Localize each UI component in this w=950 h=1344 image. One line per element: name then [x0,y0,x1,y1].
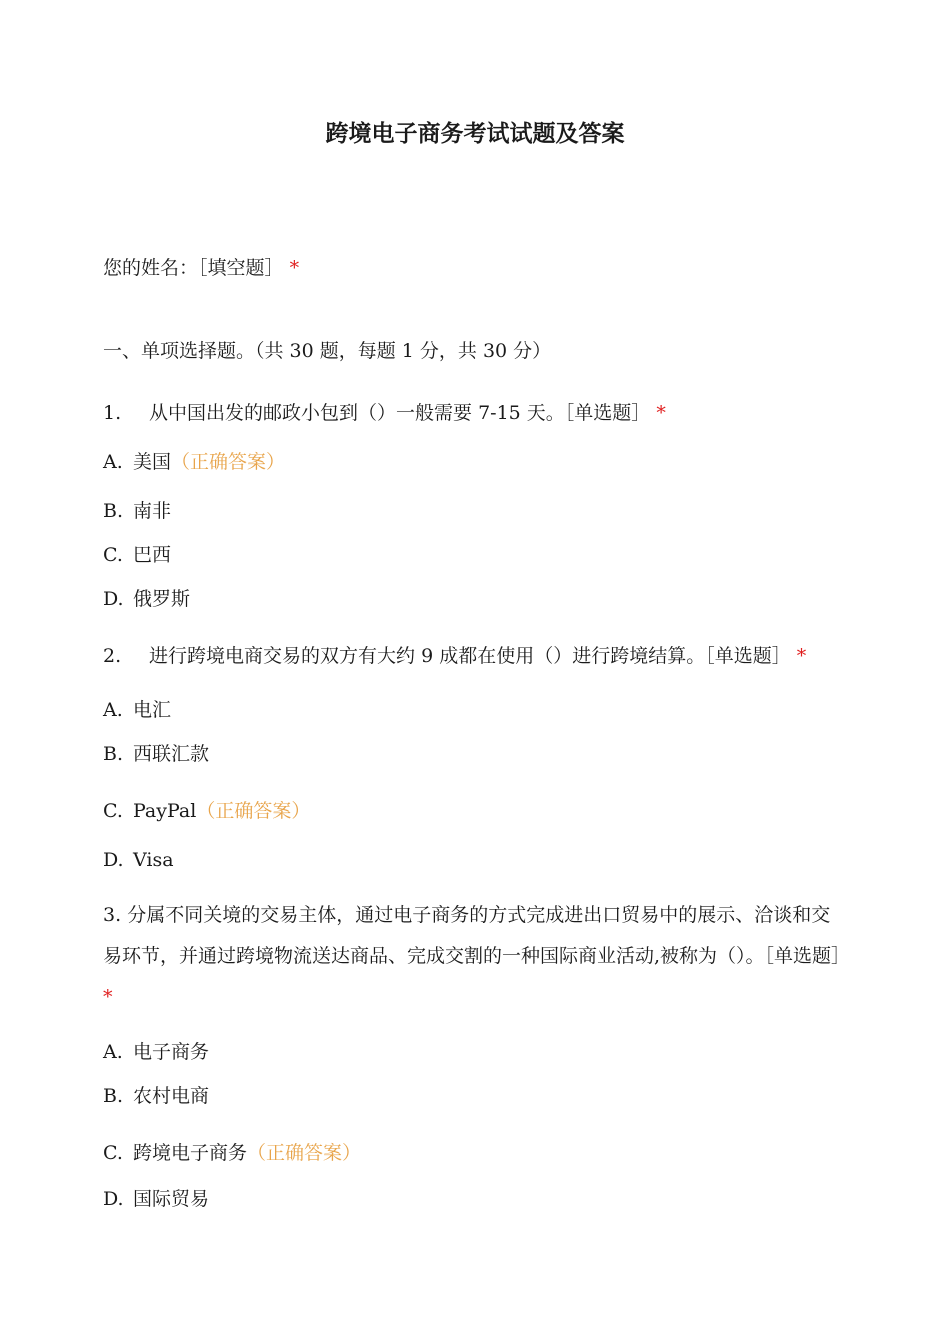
page-title: 跨境电子商务考试试题及答案 [325,121,625,147]
required-mark: * [103,986,113,1008]
option-letter: A. [103,1041,123,1063]
option-text: 南非 [133,500,172,522]
option-2c[interactable] [103,797,853,825]
question-3 [103,895,851,1018]
option-text: Visa [133,849,174,871]
required-mark: * [289,257,300,279]
question-2 [103,642,853,670]
option-1a[interactable] [103,448,853,476]
option-3c[interactable] [103,1139,853,1167]
name-field [103,254,853,282]
question-number: 3. [103,904,122,926]
option-letter: D. [103,1188,124,1210]
correct-answer-label: （正确答案） [247,1142,362,1164]
required-mark: * [796,645,807,667]
question-text: 分属不同关境的交易主体，通过电子商务的方式完成进出口贸易中的展示、洽谈和交易环节，并通过跨境物流送达商品、完成交割的一种国际商业活动,被称为（）。［单选题］ [103,904,851,967]
option-letter: B. [103,500,124,522]
option-2d[interactable] [103,846,853,874]
question-1 [103,399,853,427]
question-number: 1. [103,402,122,424]
option-letter: D. [103,849,124,871]
option-3b[interactable] [103,1082,853,1110]
question-text: 从中国出发的邮政小包到（）一般需要 7-15 天。［单选题］ [149,402,651,424]
option-3d[interactable] [103,1185,853,1213]
option-text: PayPal [133,800,197,822]
option-letter: C. [103,544,123,566]
option-letter: B. [103,743,124,765]
option-text: 巴西 [133,544,172,566]
option-letter: A. [103,451,123,473]
option-text: 电子商务 [133,1041,210,1063]
question-text: 进行跨境电商交易的双方有大约 9 成都在使用（）进行跨境结算。［单选题］ [149,645,791,667]
option-text: 西联汇款 [133,743,210,765]
option-text: 国际贸易 [133,1188,210,1210]
option-text: 跨境电子商务 [133,1142,248,1164]
option-2b[interactable] [103,740,853,768]
section-heading: 一、单项选择题。（共 30 题，每题 1 分，共 30 分） [103,340,552,362]
option-text: 俄罗斯 [133,588,191,610]
required-mark: * [656,402,666,424]
option-text: 电汇 [133,699,172,721]
option-1b[interactable] [103,497,853,525]
option-text: 美国 [133,451,172,473]
option-letter: D. [103,588,124,610]
option-1d[interactable] [103,585,853,613]
option-letter: C. [103,1142,123,1164]
option-letter: A. [103,699,123,721]
option-text: 农村电商 [133,1085,210,1107]
correct-answer-label: （正确答案） [171,451,286,473]
option-letter: B. [103,1085,124,1107]
name-field-label: 您的姓名：［填空题］ [103,257,284,279]
question-number: 2. [103,645,122,667]
option-3a[interactable] [103,1038,853,1066]
correct-answer-label: （正确答案） [196,800,311,822]
option-2a[interactable] [103,696,853,724]
option-letter: C. [103,800,123,822]
option-1c[interactable] [103,541,853,569]
